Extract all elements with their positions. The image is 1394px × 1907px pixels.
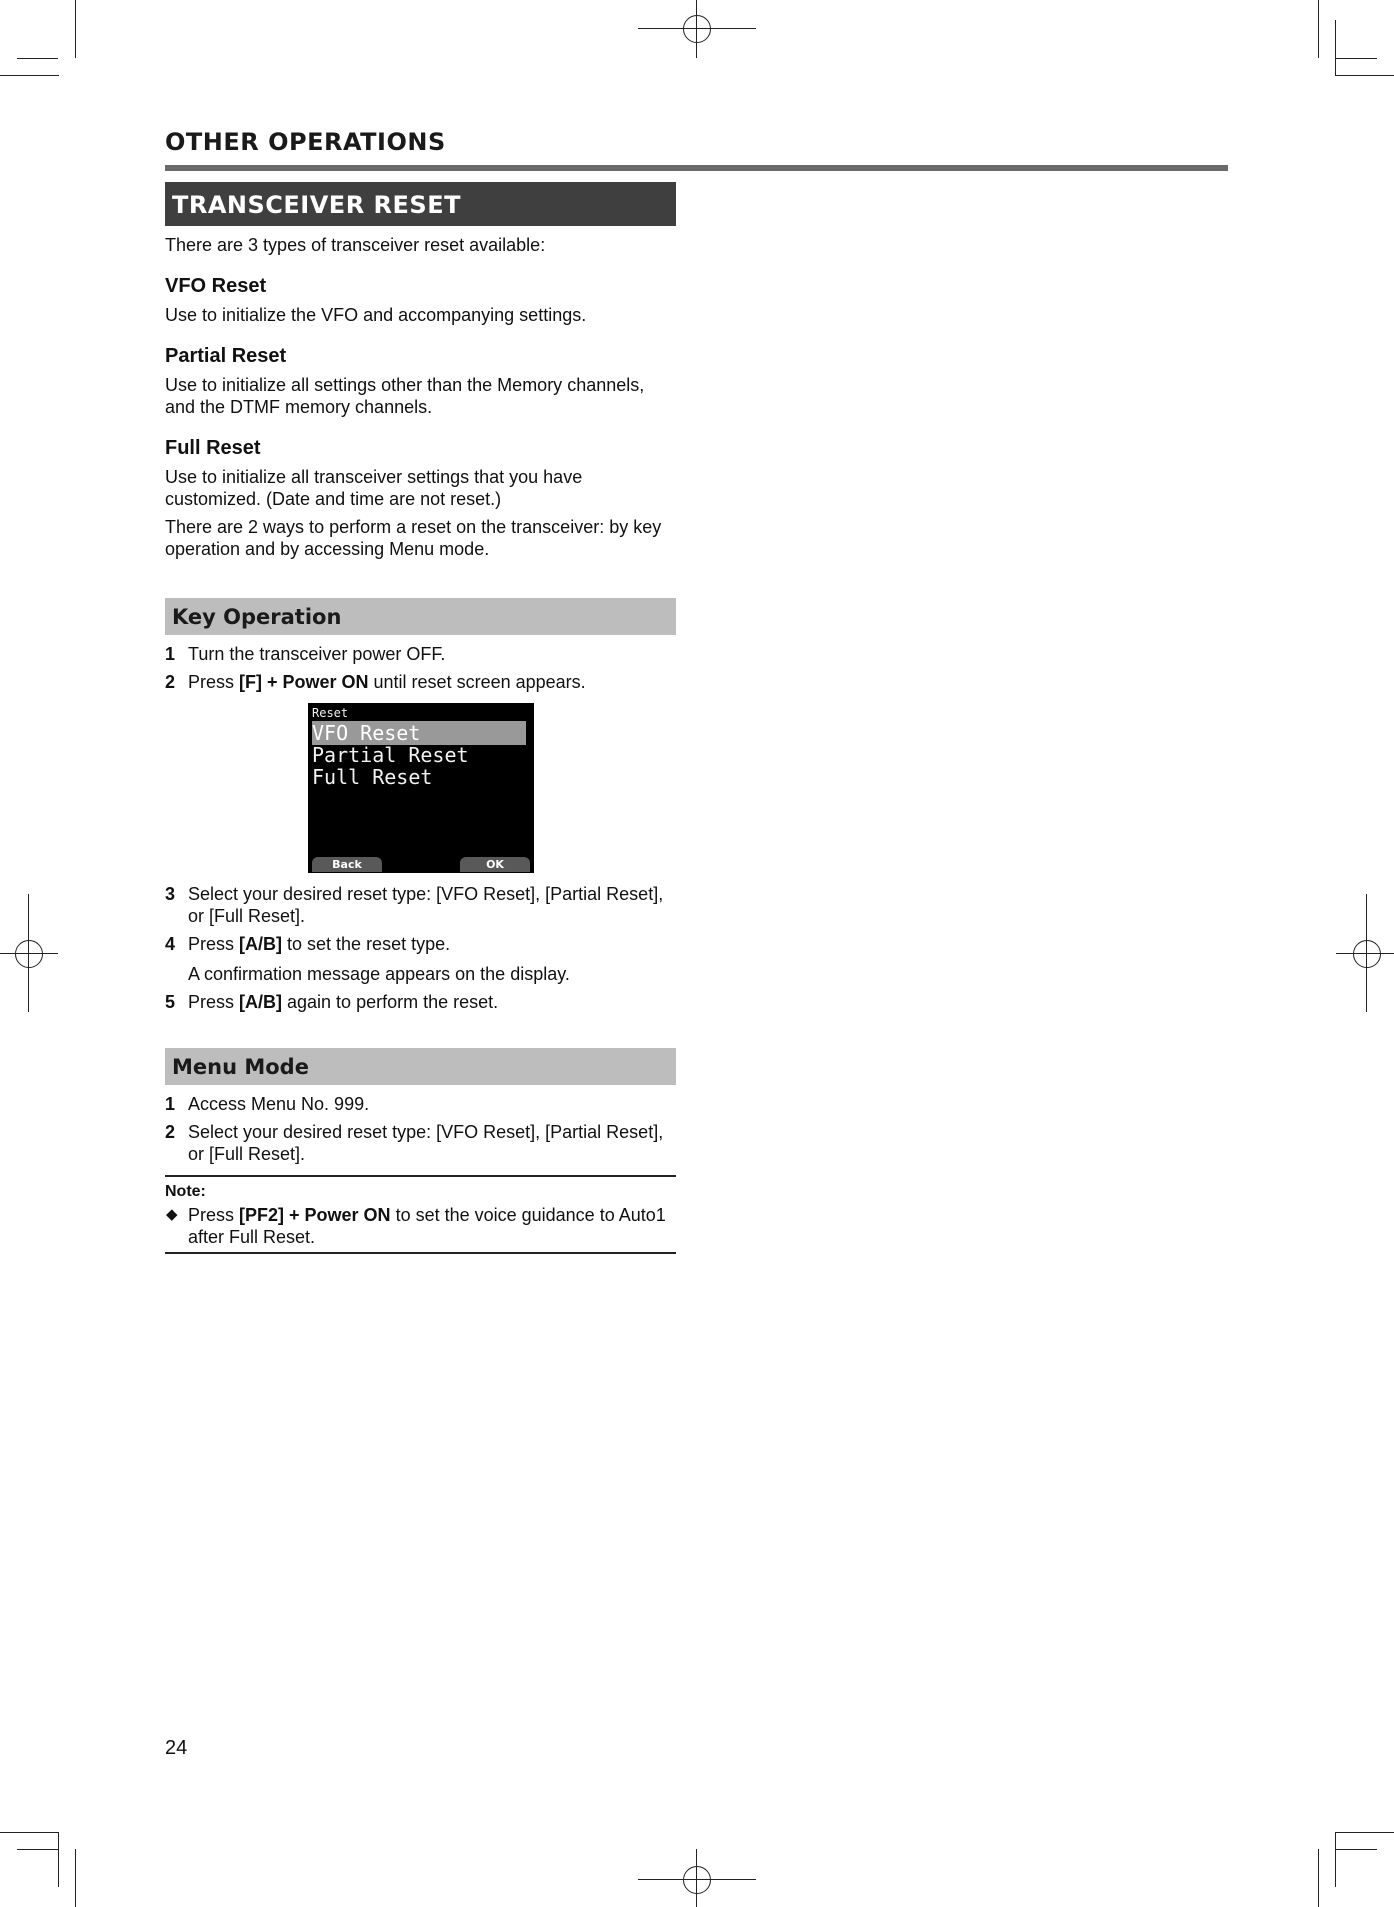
key-step-5 — [165, 991, 676, 1013]
step-number: 3 — [165, 884, 176, 904]
transceiver-reset-heading: TRANSCEIVER RESET — [165, 182, 676, 226]
step-number: 4 — [165, 934, 176, 954]
key-step-1 — [165, 643, 676, 665]
step-text: Turn the transceiver power OFF. — [188, 644, 446, 664]
page-number: 24 — [165, 1737, 188, 1759]
diamond-bullet-icon: ◆ — [166, 1206, 178, 1223]
key-combo: [A/B] — [239, 992, 283, 1012]
key-combo: [A/B] — [239, 934, 283, 954]
note-item — [165, 1204, 676, 1248]
vfo-reset-heading: VFO Reset — [165, 275, 267, 297]
partial-reset-desc: Use to initialize all settings other than the Memory channels, and the DTMF memory channels. — [165, 375, 645, 417]
key-operation-heading: Key Operation — [165, 598, 676, 635]
reset-ways-text: There are 2 ways to perform a reset on the transceiver: by key operation and by accessing Menu mode. — [165, 517, 662, 559]
step-text: Select your desired reset type: [VFO Reset], [Partial Reset], or [Full Reset]. — [188, 884, 664, 926]
step-text: Access Menu No. 999. — [188, 1094, 370, 1114]
screen-item-full-reset: Full Reset — [312, 765, 433, 789]
intro-text: There are 3 types of transceiver reset available: — [165, 235, 546, 255]
menu-step-2 — [165, 1121, 676, 1165]
key-step-4 — [165, 933, 676, 955]
screen-back-softkey: Back — [312, 857, 382, 872]
screen-title: Reset — [312, 706, 349, 720]
vfo-reset-desc: Use to initialize the VFO and accompanying settings. — [165, 305, 587, 325]
note-box — [165, 1175, 676, 1254]
key-step-3 — [165, 883, 676, 927]
step-text: Select your desired reset type: [VFO Reset], [Partial Reset], or [Full Reset]. — [188, 1122, 664, 1164]
section-rule — [165, 165, 1228, 171]
step-number: 1 — [165, 1094, 176, 1114]
full-reset-desc: Use to initialize all transceiver settings that you have customized. (Date and time are not reset.) — [165, 467, 583, 509]
step-text-pre: Press — [188, 992, 240, 1012]
note-text-post: to set the voice guidance to Auto1 after Full Reset. — [188, 1205, 666, 1247]
step-text-pre: Press — [188, 672, 240, 692]
step-number: 5 — [165, 992, 176, 1012]
step-number: 1 — [165, 644, 176, 664]
partial-reset-heading: Partial Reset — [165, 345, 287, 367]
screen-item-vfo-reset: VFO Reset — [312, 721, 526, 745]
menu-mode-heading: Menu Mode — [165, 1048, 676, 1085]
content-column — [165, 182, 676, 1254]
step-text-post: until reset screen appears. — [368, 672, 586, 692]
key-combo: [F] + Power ON — [239, 672, 369, 692]
key-step-2 — [165, 671, 676, 693]
step-text-pre: Press — [188, 934, 240, 954]
step-text-post: again to perform the reset. — [282, 992, 499, 1012]
step-number: 2 — [165, 1122, 176, 1142]
screen-item-partial-reset: Partial Reset — [312, 743, 469, 767]
menu-step-1 — [165, 1093, 676, 1115]
step-number: 2 — [165, 672, 176, 692]
full-reset-heading: Full Reset — [165, 437, 261, 459]
note-text-pre: Press — [188, 1205, 240, 1225]
reset-screen-display — [308, 703, 534, 873]
section-title: OTHER OPERATIONS — [165, 128, 446, 156]
note-key-combo: [PF2] + Power ON — [239, 1205, 391, 1225]
note-label: Note: — [165, 1183, 206, 1200]
key-step-4-sub: A confirmation message appears on the display. — [188, 964, 570, 984]
step-text-post: to set the reset type. — [282, 934, 451, 954]
screen-ok-softkey: OK — [460, 857, 530, 872]
